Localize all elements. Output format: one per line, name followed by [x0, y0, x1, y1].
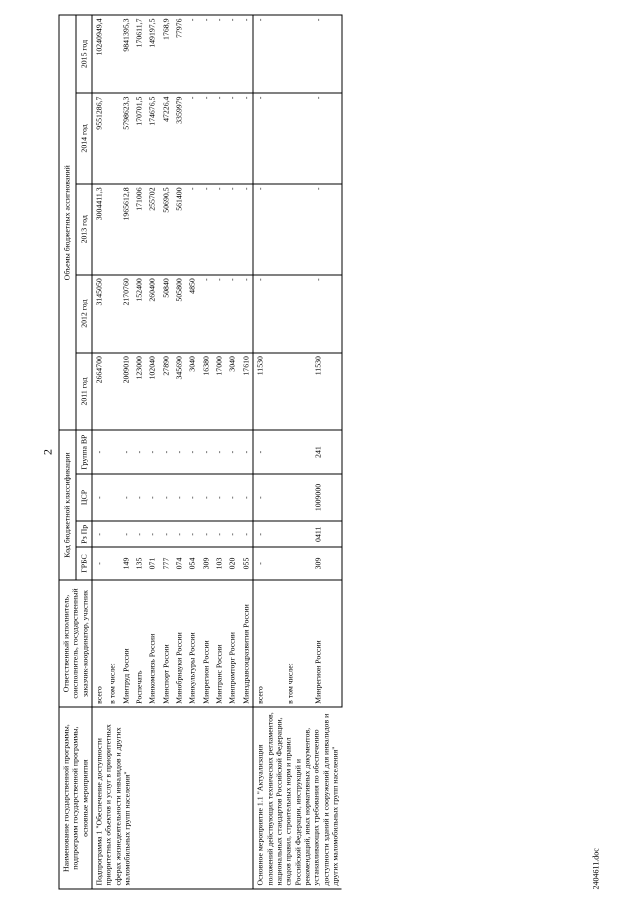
vr-cell: - [159, 430, 172, 473]
grbs-cell: 020 [226, 547, 239, 579]
rzpr-cell: - [199, 521, 212, 547]
y2012-cell: - [199, 275, 212, 353]
csr-cell: - [92, 474, 106, 522]
y2011-cell: 11530 [253, 353, 283, 431]
header-2015: 2015 год [76, 15, 93, 93]
vr-cell: - [173, 430, 186, 473]
vr-cell [283, 430, 312, 473]
y2015-cell: - [199, 15, 212, 93]
y2013-cell: - [199, 184, 212, 275]
rzpr-cell: - [133, 521, 146, 547]
y2012-cell: 2170760 [119, 275, 132, 353]
y2014-cell: 174676,5 [146, 93, 159, 184]
vr-cell: - [92, 430, 106, 473]
y2013-cell: - [253, 184, 283, 275]
y2013-cell [283, 184, 312, 275]
csr-cell: - [199, 474, 212, 522]
y2015-cell [106, 15, 119, 93]
y2014-cell: - [199, 93, 212, 184]
y2011-cell: 2664700 [92, 353, 106, 431]
rzpr-cell: - [159, 521, 172, 547]
header-executor: Ответственный исполнитель, соисполнитель, государственный заказчик-координатор, участник [59, 580, 92, 708]
y2014-cell [106, 93, 119, 184]
y2012-cell: 50840 [159, 275, 172, 353]
y2013-cell: - [226, 184, 239, 275]
y2011-cell: 2009010 [119, 353, 132, 431]
y2014-cell: - [312, 93, 342, 184]
grbs-cell: 309 [312, 547, 342, 579]
y2012-cell: 3145050 [92, 275, 106, 353]
csr-cell: - [239, 474, 253, 522]
vr-cell [106, 430, 119, 473]
y2014-cell: 9551286,7 [92, 93, 106, 184]
measure-name: Подпрограмма 1 "Обеспечение доступности приоритетных объектов и услуг в приоритетных сферах жизнедеятельности инвалидов и других маломобильных групп населения" [92, 707, 253, 889]
y2013-cell: - [312, 184, 342, 275]
y2014-cell: - [226, 93, 239, 184]
vr-cell: - [133, 430, 146, 473]
y2011-cell [106, 353, 119, 431]
header-name: Наименование государственной программы, подпрограмм государственной программы, основные мероприятия [59, 707, 92, 889]
y2011-cell: 11530 [312, 353, 342, 431]
header-2011: 2011 год [76, 353, 93, 431]
y2015-cell: 1768,9 [159, 15, 172, 93]
y2013-cell: - [186, 184, 199, 275]
y2015-cell: - [312, 15, 342, 93]
rzpr-cell: - [119, 521, 132, 547]
csr-cell: - [146, 474, 159, 522]
vr-cell: - [146, 430, 159, 473]
header-code-group: Код бюджетной классификации [59, 430, 76, 579]
y2012-cell: 152400 [133, 275, 146, 353]
csr-cell [106, 474, 119, 522]
y2011-cell: 123000 [133, 353, 146, 431]
rzpr-cell: - [213, 521, 226, 547]
vr-cell: - [213, 430, 226, 473]
y2015-cell: - [253, 15, 283, 93]
executor-cell: Роспечать [133, 580, 146, 708]
y2013-cell: 171006 [133, 184, 146, 275]
y2013-cell: 3004411,3 [92, 184, 106, 275]
rzpr-cell: - [92, 521, 106, 547]
y2012-cell [283, 275, 312, 353]
rzpr-cell: - [239, 521, 253, 547]
vr-cell: - [253, 430, 283, 473]
y2011-cell: 3040 [226, 353, 239, 431]
y2015-cell: - [239, 15, 253, 93]
executor-cell: в том числе: [106, 580, 119, 708]
header-vr: Группа ВР [76, 430, 93, 473]
table-row [253, 15, 283, 889]
y2015-cell: 10240949,4 [92, 15, 106, 93]
y2015-cell: 170611,7 [133, 15, 146, 93]
y2012-cell: - [312, 275, 342, 353]
grbs-cell: 071 [146, 547, 159, 579]
grbs-cell: - [253, 547, 283, 579]
y2015-cell: - [226, 15, 239, 93]
csr-cell: - [213, 474, 226, 522]
csr-cell: - [119, 474, 132, 522]
csr-cell: - [226, 474, 239, 522]
executor-cell: Минкультуры России [186, 580, 199, 708]
y2012-cell: 260400 [146, 275, 159, 353]
y2015-cell: - [186, 15, 199, 93]
header-csr: ЦСР [76, 474, 93, 522]
rzpr-cell: 0411 [312, 521, 342, 547]
header-2012: 2012 год [76, 275, 93, 353]
header-2013: 2013 год [76, 184, 93, 275]
y2013-cell: 561400 [173, 184, 186, 275]
vr-cell: - [226, 430, 239, 473]
grbs-cell [106, 547, 119, 579]
rzpr-cell [106, 521, 119, 547]
vr-cell: - [239, 430, 253, 473]
y2015-cell [283, 15, 312, 93]
y2013-cell [106, 184, 119, 275]
header-rzpr: Рз Пр [76, 521, 93, 547]
y2011-cell: 3040 [186, 353, 199, 431]
y2013-cell: 1965612,8 [119, 184, 132, 275]
y2013-cell: - [213, 184, 226, 275]
csr-cell: - [159, 474, 172, 522]
grbs-cell: 054 [186, 547, 199, 579]
y2012-cell: - [213, 275, 226, 353]
executor-cell: Минрегион России [199, 580, 212, 708]
y2011-cell: 17000 [213, 353, 226, 431]
executor-cell: в том числе: [283, 580, 312, 708]
y2014-cell: - [239, 93, 253, 184]
page-number: 2 [40, 449, 55, 455]
measure-name: Основное мероприятие 1.1 "Актуализация положений действующих технических регламентов, национальных стандартов Российской Федерации, сводов правил, строительных норм и правил Российской Федерации, инструкций и рекомендаций, иных нормативных документов, устанавливающих требования по обеспечению доступности зданий и сооружений для инвалидов и других маломобильных групп населения" [253, 707, 342, 889]
y2012-cell [106, 275, 119, 353]
rzpr-cell: - [186, 521, 199, 547]
document-page [41, 15, 601, 890]
csr-cell: - [253, 474, 283, 522]
csr-cell: - [133, 474, 146, 522]
y2014-cell: 5798623,3 [119, 93, 132, 184]
rzpr-cell: - [226, 521, 239, 547]
executor-cell: Минрегион России [312, 580, 342, 708]
grbs-cell: 309 [199, 547, 212, 579]
grbs-cell: 103 [213, 547, 226, 579]
y2015-cell: 149197,5 [146, 15, 159, 93]
executor-cell: Минтруд России [119, 580, 132, 708]
y2014-cell [283, 93, 312, 184]
vr-cell: - [199, 430, 212, 473]
grbs-cell: 055 [239, 547, 253, 579]
grbs-cell: 074 [173, 547, 186, 579]
y2011-cell [283, 353, 312, 431]
vr-cell: - [186, 430, 199, 473]
document-id: 2404611.doc [591, 848, 601, 890]
y2015-cell: - [213, 15, 226, 93]
y2012-cell: - [253, 275, 283, 353]
table-body [92, 15, 342, 889]
budget-table [59, 15, 343, 890]
executor-cell: Минздравсоцразвития России [239, 580, 253, 708]
y2014-cell: 170701,5 [133, 93, 146, 184]
rzpr-cell: - [173, 521, 186, 547]
y2014-cell: - [213, 93, 226, 184]
y2012-cell: 505800 [173, 275, 186, 353]
y2014-cell: 3359979 [173, 93, 186, 184]
csr-cell: - [173, 474, 186, 522]
y2015-cell: 9841395,3 [119, 15, 132, 93]
y2011-cell: 345690 [173, 353, 186, 431]
y2011-cell: 16380 [199, 353, 212, 431]
table-header [59, 15, 92, 889]
y2011-cell: 27890 [159, 353, 172, 431]
grbs-cell: 149 [119, 547, 132, 579]
grbs-cell: 777 [159, 547, 172, 579]
y2015-cell: 77976 [173, 15, 186, 93]
vr-cell: 241 [312, 430, 342, 473]
y2014-cell: 47226,4 [159, 93, 172, 184]
header-2014: 2014 год [76, 93, 93, 184]
y2012-cell: 4850 [186, 275, 199, 353]
rzpr-cell: - [253, 521, 283, 547]
y2013-cell: 50690,5 [159, 184, 172, 275]
y2011-cell: 102040 [146, 353, 159, 431]
y2014-cell: - [253, 93, 283, 184]
csr-cell: 1009000 [312, 474, 342, 522]
csr-cell: - [186, 474, 199, 522]
csr-cell [283, 474, 312, 522]
y2011-cell: 17610 [239, 353, 253, 431]
header-grbs: ГРБС [76, 547, 93, 579]
grbs-cell: 135 [133, 547, 146, 579]
executor-cell: Минспорт России [159, 580, 172, 708]
grbs-cell [283, 547, 312, 579]
executor-cell: Минпромторг России [226, 580, 239, 708]
executor-cell: Минобрнауки России [173, 580, 186, 708]
y2013-cell: 255702 [146, 184, 159, 275]
y2013-cell: - [239, 184, 253, 275]
rzpr-cell: - [146, 521, 159, 547]
header-volume-group: Объемы бюджетных ассигнований [59, 15, 76, 430]
y2012-cell: - [239, 275, 253, 353]
executor-cell: Минкомсвязь России [146, 580, 159, 708]
y2014-cell: - [186, 93, 199, 184]
y2012-cell: - [226, 275, 239, 353]
executor-cell: всего [253, 580, 283, 708]
executor-cell: Минтранс России [213, 580, 226, 708]
executor-cell: всего [92, 580, 106, 708]
table-row [92, 15, 106, 889]
vr-cell: - [119, 430, 132, 473]
rzpr-cell [283, 521, 312, 547]
grbs-cell: - [92, 547, 106, 579]
